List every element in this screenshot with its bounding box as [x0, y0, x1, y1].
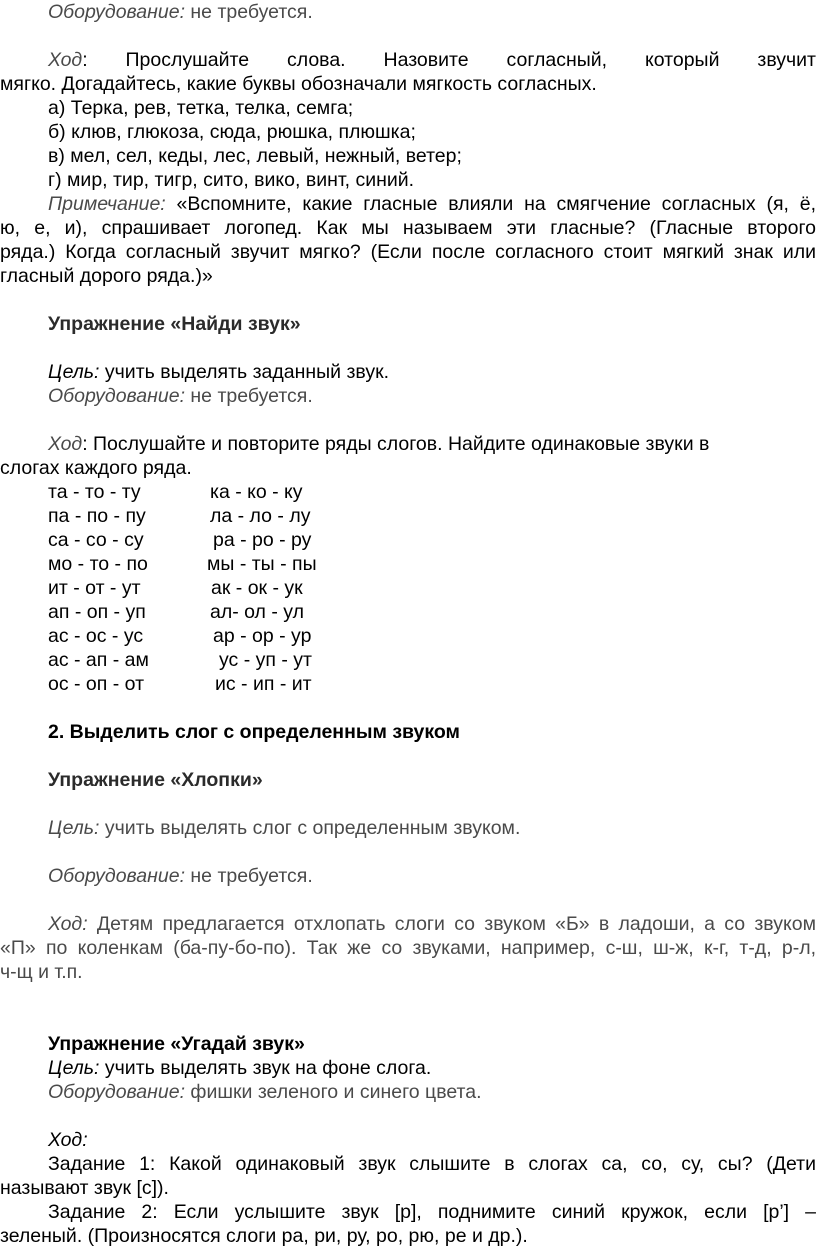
clap-equipment-value: не требуется. — [185, 865, 313, 887]
note-line-1 — [48, 192, 816, 216]
clap-goal-label: Цель: — [48, 817, 100, 839]
syllable-row-7-right: ар - ор - ур — [213, 625, 312, 647]
syllable-row-2-left: па - по - пу — [48, 505, 146, 527]
syllable-row-4-right: мы - ты - пы — [207, 553, 317, 575]
syllable-row-1-right: ка - ко - ку — [210, 481, 303, 503]
section-2-title: 2. Выделить слог с определенным звуком — [48, 721, 460, 743]
syllable-row-2-right: ла - ло - лу — [210, 505, 311, 527]
syllable-row-9-right: ис - ип - ит — [215, 673, 312, 695]
equipment-value: не требуется. — [185, 1, 313, 23]
syllable-row-8-left: ас - ап - ам — [48, 649, 149, 671]
exercise-find-title: Упражнение «Найди звук» — [48, 313, 301, 335]
syllable-row-6-right: ал- ол - ул — [210, 601, 304, 623]
list-item-b: б) клюв, глюкоза, сюда, рюшка, плюшка; — [48, 121, 416, 143]
course-line-2: мягко. Догадайтесь, какие буквы обозначали мягкость согласных. — [0, 73, 597, 95]
note-text-1: «Вспомните, какие гласные влияли на смягчение согласных (я, ё, — [165, 193, 816, 215]
find-course-line-2: слогах каждого ряда. — [0, 457, 192, 479]
syllable-row-5-right: ак - ок - ук — [211, 577, 303, 599]
exercise-clap-title: Упражнение «Хлопки» — [48, 769, 263, 791]
syllable-row-8-right: ус - уп - ут — [219, 649, 312, 671]
clap-course-line-2: «П» по коленкам (ба-пу-бо-по). Так же со звуками, например, с-ш, ш-ж, к-г, т-д, р-л, — [0, 937, 816, 959]
find-goal-line — [48, 360, 816, 384]
course-text-1: : Прослушайте слова. Назовите согласный, который звучит — [82, 49, 816, 71]
clap-course-line-3: ч-щ и т.п. — [0, 961, 83, 983]
clap-goal-value: учить выделять слог с определенным звуком. — [99, 817, 521, 839]
clap-course-text-1: Детям предлагается отхлопать слоги со звуком «Б» в ладоши, а со звуком — [87, 913, 816, 935]
find-course-line-1 — [48, 432, 816, 456]
guess-course-label: Ход: — [48, 1129, 88, 1151]
note-line-4: гласный дорого ряда.)» — [0, 265, 213, 287]
note-line-3: ряда.) Когда согласный звучит мягко? (Если после согласного стоит мягкий знак или — [0, 241, 816, 263]
guess-equipment-value: фишки зеленого и синего цвета. — [185, 1081, 482, 1103]
course-line-1 — [48, 48, 816, 72]
find-equipment-value: не требуется. — [185, 385, 313, 407]
clap-course-line-1 — [48, 912, 816, 936]
find-equipment-label: Оборудование: — [48, 385, 185, 407]
clap-goal-line — [48, 816, 816, 840]
find-goal-value: учить выделять заданный звук. — [99, 361, 390, 383]
syllable-row-9-left: ос - оп - от — [48, 673, 145, 695]
note-line-2: ю, е, и), спрашивает логопед. Как мы называем эти гласные? (Гласные второго — [0, 217, 816, 239]
syllable-row-4-left: мо - то - по — [48, 553, 148, 575]
task-2-line-2: зеленый. (Произносятся слоги ра, ри, ру, ро, рю, ре и др.). — [0, 1225, 528, 1247]
clap-equipment-line — [48, 864, 816, 888]
syllable-row-6-left: ап - оп - уп — [48, 601, 146, 623]
course-label: Ход — [48, 49, 83, 71]
list-item-c: в) мел, сел, кеды, лес, левый, нежный, ветер; — [48, 145, 462, 167]
guess-goal-value: учить выделять звук на фоне слога. — [99, 1057, 432, 1079]
syllable-row-3-left: са - со - су — [48, 529, 144, 551]
task-1-line-1: Задание 1: Какой одинаковый звук слышите в слогах са, со, су, сы? (Дети — [48, 1153, 816, 1175]
task-1-line-2: называют звук [с]). — [0, 1177, 169, 1199]
guess-equipment-line — [48, 1080, 816, 1104]
syllable-row-1-left: та - то - ту — [48, 481, 141, 503]
clap-course-label: Ход: — [48, 913, 88, 935]
syllable-row-5-left: ит - от - ут — [48, 577, 141, 599]
task-2-line-1: Задание 2: Если услышите звук [р], поднимите синий кружок, если [р’] – — [48, 1201, 816, 1223]
find-course-label: Ход — [48, 433, 83, 455]
clap-equipment-label: Оборудование: — [48, 865, 185, 887]
equipment-line — [48, 0, 816, 24]
find-course-text-1: : Послушайте и повторите ряды слогов. Найдите одинаковые звуки в — [82, 433, 710, 455]
equipment-label: Оборудование: — [48, 1, 185, 23]
list-item-a: а) Терка, рев, тетка, телка, семга; — [48, 97, 354, 119]
guess-goal-label: Цель: — [48, 1057, 100, 1079]
guess-goal-line — [48, 1056, 816, 1080]
find-goal-label: Цель: — [48, 361, 100, 383]
syllable-row-3-right: ра - ро - ру — [213, 529, 312, 551]
list-item-d: г) мир, тир, тигр, сито, вико, винт, синий. — [48, 169, 415, 191]
find-equipment-line — [48, 384, 816, 408]
note-label: Примечание: — [48, 193, 166, 215]
exercise-guess-title: Упражнение «Угадай звук» — [48, 1033, 305, 1055]
syllable-row-7-left: ас - ос - ус — [48, 625, 144, 647]
guess-equipment-label: Оборудование: — [48, 1081, 185, 1103]
